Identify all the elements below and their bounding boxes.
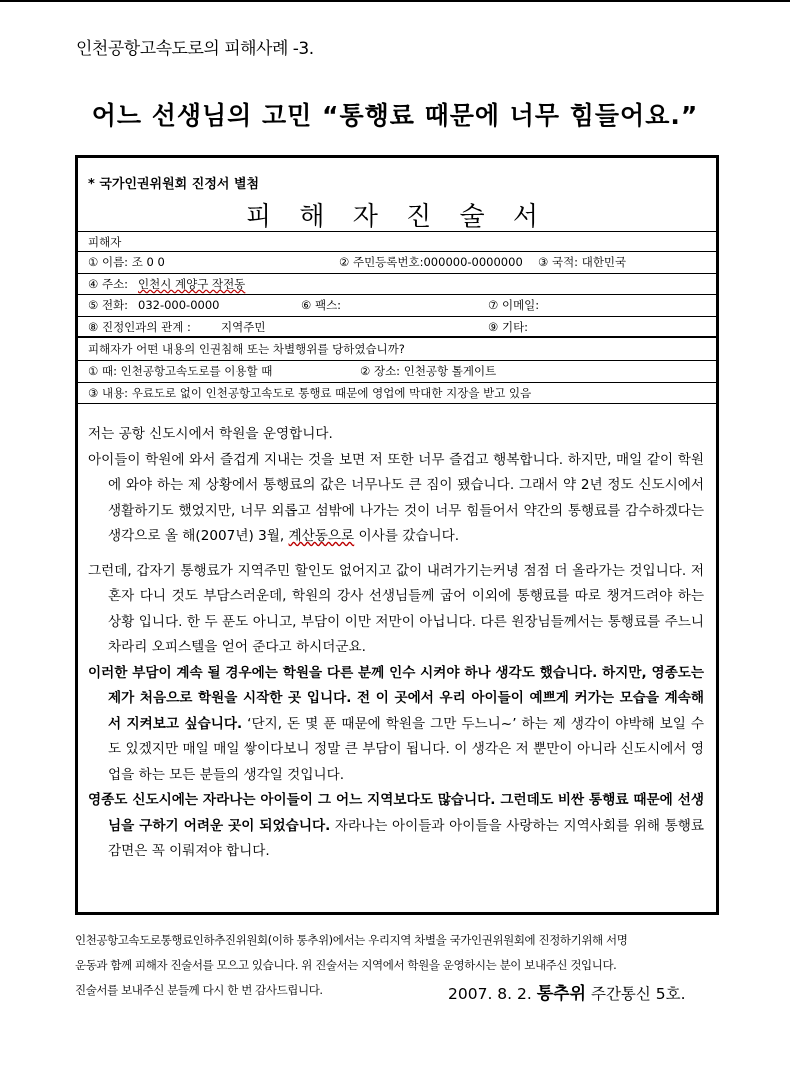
question-row bbox=[78, 339, 716, 359]
narrative-text: 이사를 갔습니다. bbox=[358, 528, 460, 544]
email-field: ⑦ 이메일: bbox=[488, 298, 540, 312]
series-title: 인천공항고속도로의 피해사례 -3. bbox=[76, 39, 314, 59]
content-field: ③ 내용: 우료도로 없이 인천공항고속도로 통행료 때문에 영업에 막대한 지장을 받고 있음 bbox=[88, 386, 532, 400]
incident-question: 피해자가 어떤 내용의 인권침해 또는 차별행위를 당하였습니까? bbox=[88, 342, 405, 356]
section-label: 피해자 bbox=[88, 235, 122, 249]
narrative-emphasis: 영종도 신도시에는 자라나는 아이들이 그 어느 지역보다도 많습니다. 그런데도 비싼 통행료 때문에 선생님을 구하기 어려운 곳이 되었습니다. bbox=[88, 792, 704, 834]
rrn-field: ② 주민등록번호:000000-0000000 bbox=[339, 255, 523, 269]
incident-row-2 bbox=[78, 382, 716, 404]
incident-row-1 bbox=[78, 360, 716, 381]
phone-value: 032-000-0000 bbox=[138, 298, 220, 312]
narrative-paragraph bbox=[88, 559, 704, 661]
narrative-text: 저는 공항 신도시에서 학원을 운영합니다. bbox=[88, 426, 333, 442]
victim-row-3 bbox=[78, 294, 716, 316]
relation-value: 지역주민 bbox=[221, 320, 266, 334]
narrative-paragraph bbox=[88, 661, 704, 789]
nationality-field: ③ 국적: 대한민국 bbox=[538, 255, 627, 269]
footer-line-1: 인천공항고속도로통행료인하추진위원회(이하 통추위)에서는 우리지역 차별을 국가인권위원회에 진정하기위해 서명 bbox=[75, 933, 628, 947]
victim-narrative bbox=[88, 422, 704, 865]
headline: 어느 선생님의 고민 “통행료 때문에 너무 힘들어요.” bbox=[91, 101, 699, 130]
section-divider bbox=[78, 336, 716, 338]
narrative-text: 아이들이 학원에 와서 즐겁게 지내는 것을 보면 저 또한 너무 즐겁고 행복합니다. 하지만, 매일 같이 학원에 와야 하는 제 상황에서 통행료의 값은 너무나도 큰 짐이 됐습니다. 그래서 약 2년 정도 신도시에서 생활하기도 했었지만, 너무 외롭고 섬밖에 나가는 것이 너무 힘들어서 약간의 통행료를 감수하겠다는 생각으로 올 해(2007년) 3월, bbox=[88, 451, 704, 544]
narrative-paragraph bbox=[88, 788, 704, 865]
footer-line-2: 운동과 함께 피해자 진술서를 모으고 있습니다. 위 진술서는 지역에서 학원을 운영하시는 분이 보내주신 것입니다. bbox=[75, 958, 617, 972]
narrative-emphasis: 이러한 부담이 계속 될 경우에는 학원을 다른 분께 인수 시켜야 하나 생각도 했습니다. 하지만, 영종도는 제가 처음으로 학원을 시작한 곳 입니다. 전 이 곳에서 우리 아이들이 예쁘게 커가는 모습을 계속해서 지켜보고 싶습니다. bbox=[88, 664, 704, 732]
narrative-place: 계산동으로 bbox=[288, 528, 355, 544]
narrative-text: 그런데, 갑자기 통행료가 지역주민 할인도 없어지고 값이 내려가기는커녕 점점 더 올라가는 것입니다. 저 혼자 다니 것도 부담스러운데, 학원의 강사 선생님들께 굽어 이외에 통행료를 따로 챙겨드려야 하는 상황 입니다. 한 두 푼도 아니고, 부담이 이만 저만이 아닙니다. 다른 원장님들께서는 통행료를 주느니 차라리 오피스텔을 얻어 준다고 하시더군요. bbox=[88, 562, 704, 655]
fax-field: ⑥ 팩스: bbox=[301, 298, 342, 312]
attachment-note: * 국가인권위원회 진정서 별첨 bbox=[88, 177, 260, 192]
relation-label: ⑧ 진정인과의 관계 : bbox=[88, 320, 191, 334]
narrative-text: ‘단지, 돈 몇 푼 때문에 학원을 그만 두느니~’ 하는 제 생각이 야박해 보일 수도 있겠지만 매일 매일 쌓이다보니 정말 큰 부담이 됩니다. 이 생각은 저 뿐만이 아니라 신도시에서 영업을 하는 모든 분들의 생각일 것입니다. bbox=[108, 715, 704, 783]
other-field: ⑨ 기타: bbox=[488, 320, 529, 334]
footer-date: 2007. 8. 2. bbox=[448, 985, 532, 1003]
footer-org: 통추위 bbox=[536, 984, 587, 1004]
statement-form bbox=[75, 155, 719, 915]
narrative-paragraph bbox=[88, 422, 704, 448]
victim-row-4 bbox=[78, 316, 716, 337]
footer-signature bbox=[448, 979, 686, 1004]
victim-row-2 bbox=[78, 273, 716, 294]
top-rule bbox=[0, 0, 790, 2]
narrative-paragraph bbox=[88, 448, 704, 550]
name-field: ① 이름: 조 0 0 bbox=[88, 255, 165, 269]
narrative-text: 자라나는 아이들과 아이들을 사랑하는 지역사회를 위해 통행료 감면은 꼭 이뤄져야 합니다. bbox=[108, 817, 704, 859]
when-field: ① 때: 인천공항고속도로를 이용할 때 bbox=[88, 364, 273, 378]
victim-section-header bbox=[78, 231, 716, 252]
address-value: 인천시 계양구 작전동 bbox=[138, 277, 246, 291]
place-field: ② 장소: 인천공항 톨게이트 bbox=[360, 364, 497, 378]
victim-row-1 bbox=[78, 251, 716, 272]
footer-line-3: 진술서를 보내주신 분들께 다시 한 번 감사드립니다. bbox=[75, 983, 323, 997]
footer-issue: 주간통신 5호. bbox=[590, 985, 686, 1003]
form-title: 피 해 자 진 술 서 bbox=[245, 202, 549, 232]
address-label: ④ 주소: bbox=[88, 277, 129, 291]
phone-label: ⑤ 전화: bbox=[88, 298, 129, 312]
